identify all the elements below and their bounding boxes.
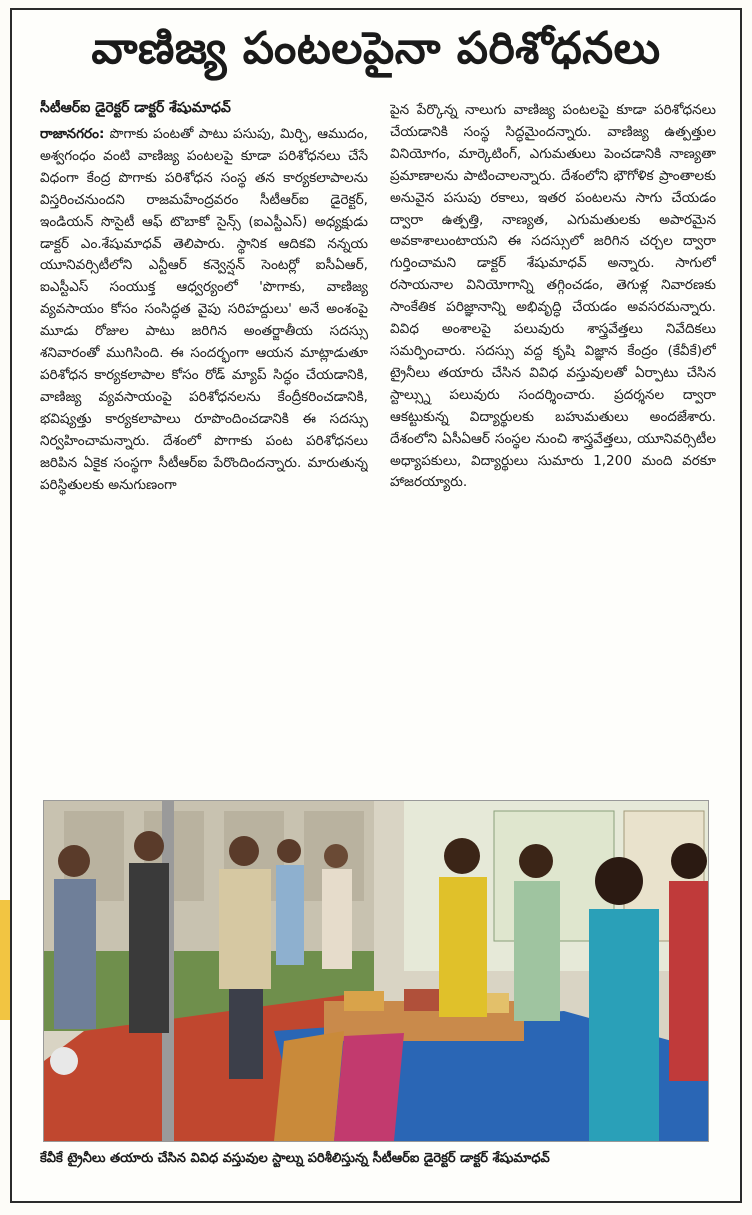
photo-caption: కేవీకే ట్రైనీలు తయారు చేసిన వివిధ వస్తువుల స్టాల్ను పరిశీలిస్తున్న సీటీఆర్ఐ డైరెక్టర్ డాక్టర్ శేషుమాధవ్	[40, 1151, 550, 1166]
article-column-left	[40, 124, 368, 788]
article-body-right: పైన పేర్కొన్న నాలుగు వాణిజ్య పంటలపై కూడా పరిశోధనలు చేయడానికి సంస్థ సిద్ధమైందన్నారు. వాణిజ్య ఉత్పత్తుల వినియోగం, మార్కెటింగ్, ఎగుమతులు పెంచడానికి నాణ్యతా ప్రమాణాలను పాటించాలన్నారు. దేశంలోని భౌగోళిక ప్రాంతాలకు అనువైన పసుపు రకాలు, ఇతర పంటలను సాగు చేయడం ద్వారా ఉత్పత్తి, నాణ్యత, ఎగుమతులకు అపారమైన అవకాశాలుంటాయని ఈ సదస్సులో జరిగిన చర్చల ద్వారా గుర్తించామని డాక్టర్ శేషుమాధవ్ అన్నారు. సాగులో రసాయనాల వినియోగాన్ని తగ్గించడం, తెగుళ్ల నివారణకు సాంకేతిక పరిజ్ఞానాన్ని అభివృద్ధి చేయడం అవసరమన్నారు. వివిధ అంశాలపై పలువురు శాస్త్రవేత్తలు నివేదికలు సమర్పించారు. సదస్సు వద్ద కృషి విజ్ఞాన కేంద్రం (కేవీకే)లో ట్రైనీలు తయారు చేసిన వివిధ వస్తువులతో ఏర్పాటు చేసిన స్టాల్స్ను పలువురు సందర్శించారు. ప్రదర్శనల ద్వారా ఆకట్టుకున్న విద్యార్థులకు బహుమతులు అందజేశారు. దేశంలోని ఏసీఏఆర్ సంస్థల నుంచి శాస్త్రవేత్తలు, యూనివర్సిటీల అధ్యాపకులు, విద్యార్థులు సుమారు 1,200 మంది వరకూ హాజరయ్యారు.	[390, 102, 716, 491]
article-headline: వాణిజ్య పంటలపైనా పరిశోధనలు	[91, 23, 661, 74]
news-photo	[43, 800, 709, 1142]
article-byline: సీటీఆర్ఐ డైరెక్టర్ డాక్టర్ శేషుమాధవ్	[40, 100, 231, 116]
article-body-left: పొగాకు పంటతో పాటు పసుపు, మిర్చి, ఆముదం, అశ్వగంధం వంటి వాణిజ్య పంటలపై కూడా పరిశోధనలు చేసే విధంగా కేంద్ర పొగాకు పరిశోధన సంస్థ తన కార్యకలాపాలను విస్తరించనుందని రాజమహేంద్రవరం సీటీఆర్ఐ డైరెక్టర్, ఇండియన్ సొసైటీ ఆఫ్ టొబాకో సైన్స్ (ఐఎస్టీఎస్) అధ్యక్షుడు డాక్టర్ ఎం.శేషుమాధవ్ తెలిపారు. స్థానిక ఆదికవి నన్నయ యూనివర్సిటీలోని ఎన్టీఆర్ కన్వెన్షన్ సెంటర్లో ఐసీఏఆర్, ఐఎస్టీఎస్ సంయుక్త ఆధ్వర్యంలో 'పొగాకు, వాణిజ్య వ్యవసాయం కోసం సంసిద్ధత వైపు సరిహద్దులు' అనే అంశంపై మూడు రోజుల పాటు జరిగిన అంతర్జాతీయ సదస్సు శనివారంతో ముగిసింది. ఈ సందర్భంగా ఆయన మాట్లాడుతూ పరిశోధన కార్యకలాపాల కోసం రోడ్ మ్యాప్ సిద్ధం చేయడానికి, వాణిజ్య వ్యవసాయంపై పరిశోధనలను కేంద్రీకరించడానికి, భవిష్యత్తు కార్యకలాపాలు రూపొందించడానికి ఈ సదస్సు నిర్వహించామన్నారు. దేశంలో పొగాకు పంట పరిశోధనలు జరిపిన ఏకైక సంస్థగా సీటీఆర్ఐ పేరొందిందన్నారు. మారుతున్న పరిస్థితులకు అనుగుణంగా	[40, 126, 368, 493]
article-column-right	[390, 100, 716, 790]
article-dateline: రాజానగరం:	[40, 126, 105, 142]
